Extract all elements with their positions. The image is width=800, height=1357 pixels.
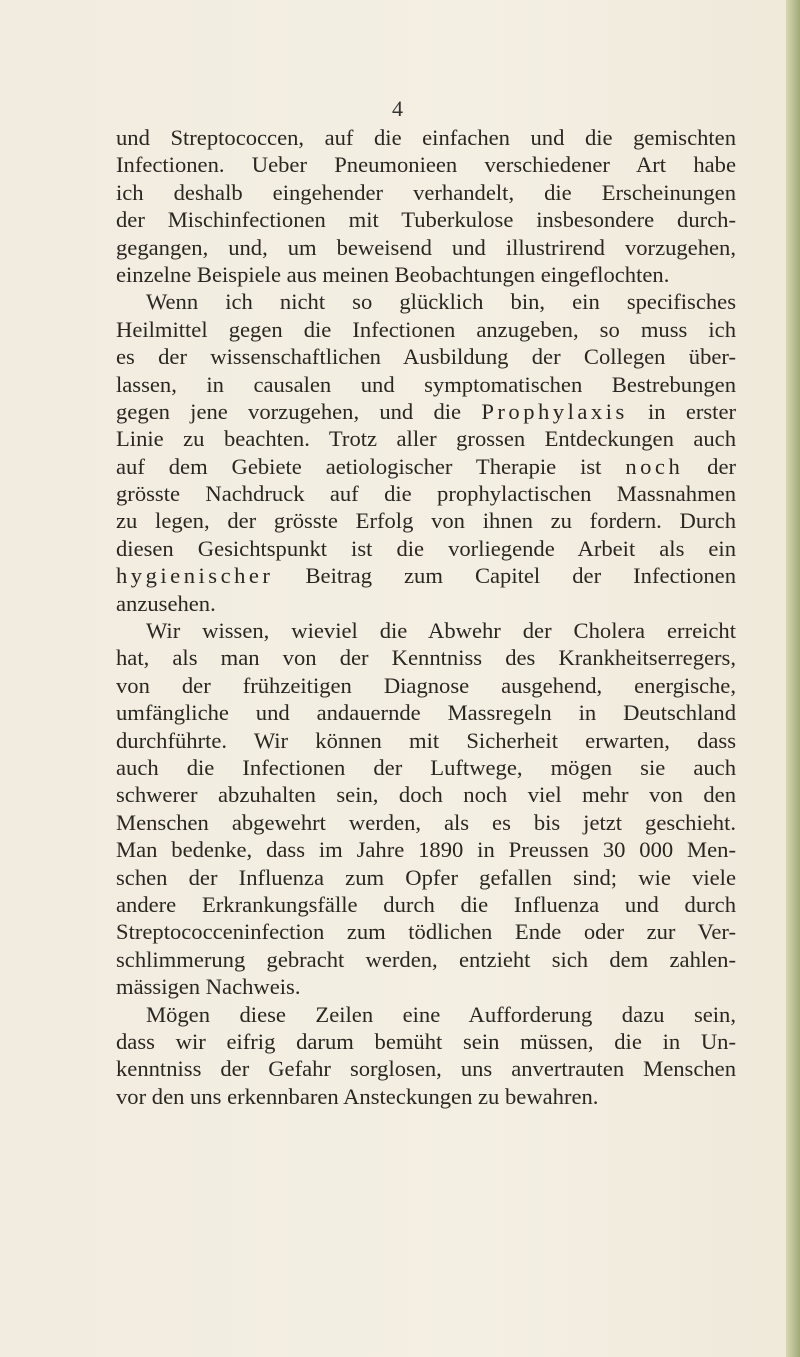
line-text: ich deshalb eingehender verhandelt, die Erscheinungen xyxy=(116,179,736,205)
line-text: Wenn ich nicht so glücklich bin, ein specifisches xyxy=(146,289,736,315)
text-line xyxy=(116,864,736,891)
text-line xyxy=(116,727,736,754)
text-line xyxy=(116,754,736,781)
text-line xyxy=(116,288,736,315)
text-line xyxy=(116,398,736,425)
text-line xyxy=(116,124,736,151)
line-text: Mögen diese Zeilen eine Aufforderung dazu sein, xyxy=(146,1001,736,1027)
text-line xyxy=(116,562,736,589)
page-edge xyxy=(786,0,800,1357)
line-text: hat, als man von der Kenntniss des Krankheitserregers, xyxy=(116,645,736,671)
line-text: einzelne Beispiele aus meinen Beobachtungen eingeflochten. xyxy=(116,261,670,287)
line-text: umfängliche und andauernde Massregeln in Deutschland xyxy=(116,700,736,726)
text-line xyxy=(116,179,736,206)
text-line xyxy=(116,507,736,534)
text-line xyxy=(116,371,736,398)
line-text: Wir wissen, wieviel die Abwehr der Cholera erreicht xyxy=(146,618,736,644)
line-text: Menschen abgewehrt werden, als es bis jetzt geschieht. xyxy=(116,809,736,835)
line-text: anzusehen. xyxy=(116,590,216,616)
line-text: lassen, in causalen und symptomatischen Bestrebungen xyxy=(116,371,736,397)
line-text: kenntniss der Gefahr sorglosen, uns anvertrauten Menschen xyxy=(116,1056,736,1082)
line-text: durchführte. Wir können mit Sicherheit erwarten, dass xyxy=(116,727,736,753)
text-line xyxy=(116,946,736,973)
text-line xyxy=(116,1001,736,1028)
text-line xyxy=(116,480,736,507)
text-line xyxy=(116,316,736,343)
line-text: schen der Influenza zum Opfer gefallen sind; wie viele xyxy=(116,864,736,890)
text-line xyxy=(116,672,736,699)
text-line xyxy=(116,973,736,1000)
line-text: vor den uns erkennbaren Ansteckungen zu bewahren. xyxy=(116,1083,599,1109)
line-text: gegangen, und, um beweisend und illustrirend vorzugehen, xyxy=(116,234,736,260)
text-line xyxy=(116,809,736,836)
text-line xyxy=(116,836,736,863)
text-line xyxy=(116,617,736,644)
line-text: der xyxy=(683,453,736,479)
emphasized-text: hygienischer xyxy=(116,563,274,589)
line-text: gegen jene vorzugehen, und die xyxy=(116,398,482,424)
text-line xyxy=(116,535,736,562)
line-text: von der frühzeitigen Diagnose ausgehend, energische, xyxy=(116,672,736,698)
page-number: 4 xyxy=(392,96,403,121)
line-text: mässigen Nachweis. xyxy=(116,974,301,1000)
line-text: Linie zu beachten. Trotz aller grossen Entdeckungen auch xyxy=(116,426,736,452)
body-text xyxy=(116,124,736,1110)
line-text: auf dem Gebiete aetiologischer Therapie ist xyxy=(116,453,626,479)
text-line xyxy=(116,1083,736,1110)
text-line xyxy=(116,781,736,808)
line-text: auch die Infectionen der Luftwege, mögen sie auch xyxy=(116,754,736,780)
line-text: andere Erkrankungsfälle durch die Influenza und durch xyxy=(116,891,736,917)
text-line xyxy=(116,343,736,370)
line-text: in erster xyxy=(627,398,736,424)
line-text: schlimmerung gebracht werden, entzieht sich dem zahlen- xyxy=(116,946,736,972)
text-line xyxy=(116,234,736,261)
text-line xyxy=(116,453,736,480)
line-text: Man bedenke, dass im Jahre 1890 in Preussen 30 000 Men- xyxy=(116,837,736,863)
line-text: Beitrag zum Capitel der Infectionen xyxy=(273,563,736,589)
text-line xyxy=(116,1055,736,1082)
text-line xyxy=(116,699,736,726)
line-text: grösste Nachdruck auf die prophylactischen Massnahmen xyxy=(116,481,736,507)
text-line xyxy=(116,891,736,918)
line-text: Streptococceninfection zum tödlichen Ende oder zur Ver- xyxy=(116,919,736,945)
text-line xyxy=(116,590,736,617)
text-line xyxy=(116,151,736,178)
line-text: Infectionen. Ueber Pneumonieen verschiedener Art habe xyxy=(116,152,736,178)
line-text: diesen Gesichtspunkt ist die vorliegende Arbeit als ein xyxy=(116,535,736,561)
line-text: Heilmittel gegen die Infectionen anzugeben, so muss ich xyxy=(116,316,736,342)
text-line xyxy=(116,261,736,288)
emphasized-text: noch xyxy=(625,453,684,479)
emphasized-text: Prophylaxis xyxy=(481,398,628,424)
text-line xyxy=(116,425,736,452)
line-text: dass wir eifrig darum bemüht sein müssen, die in Un- xyxy=(116,1028,736,1054)
line-text: und Streptococcen, auf die einfachen und die gemischten xyxy=(116,125,736,150)
line-text: der Mischinfectionen mit Tuberkulose insbesondere durch- xyxy=(116,207,736,233)
text-line xyxy=(116,918,736,945)
text-line xyxy=(116,1028,736,1055)
text-line xyxy=(116,206,736,233)
line-text: es der wissenschaftlichen Ausbildung der Collegen über- xyxy=(116,344,736,370)
text-line xyxy=(116,644,736,671)
line-text: zu legen, der grösste Erfolg von ihnen zu fordern. Durch xyxy=(116,508,736,534)
line-text: schwerer abzuhalten sein, doch noch viel mehr von den xyxy=(116,782,736,808)
